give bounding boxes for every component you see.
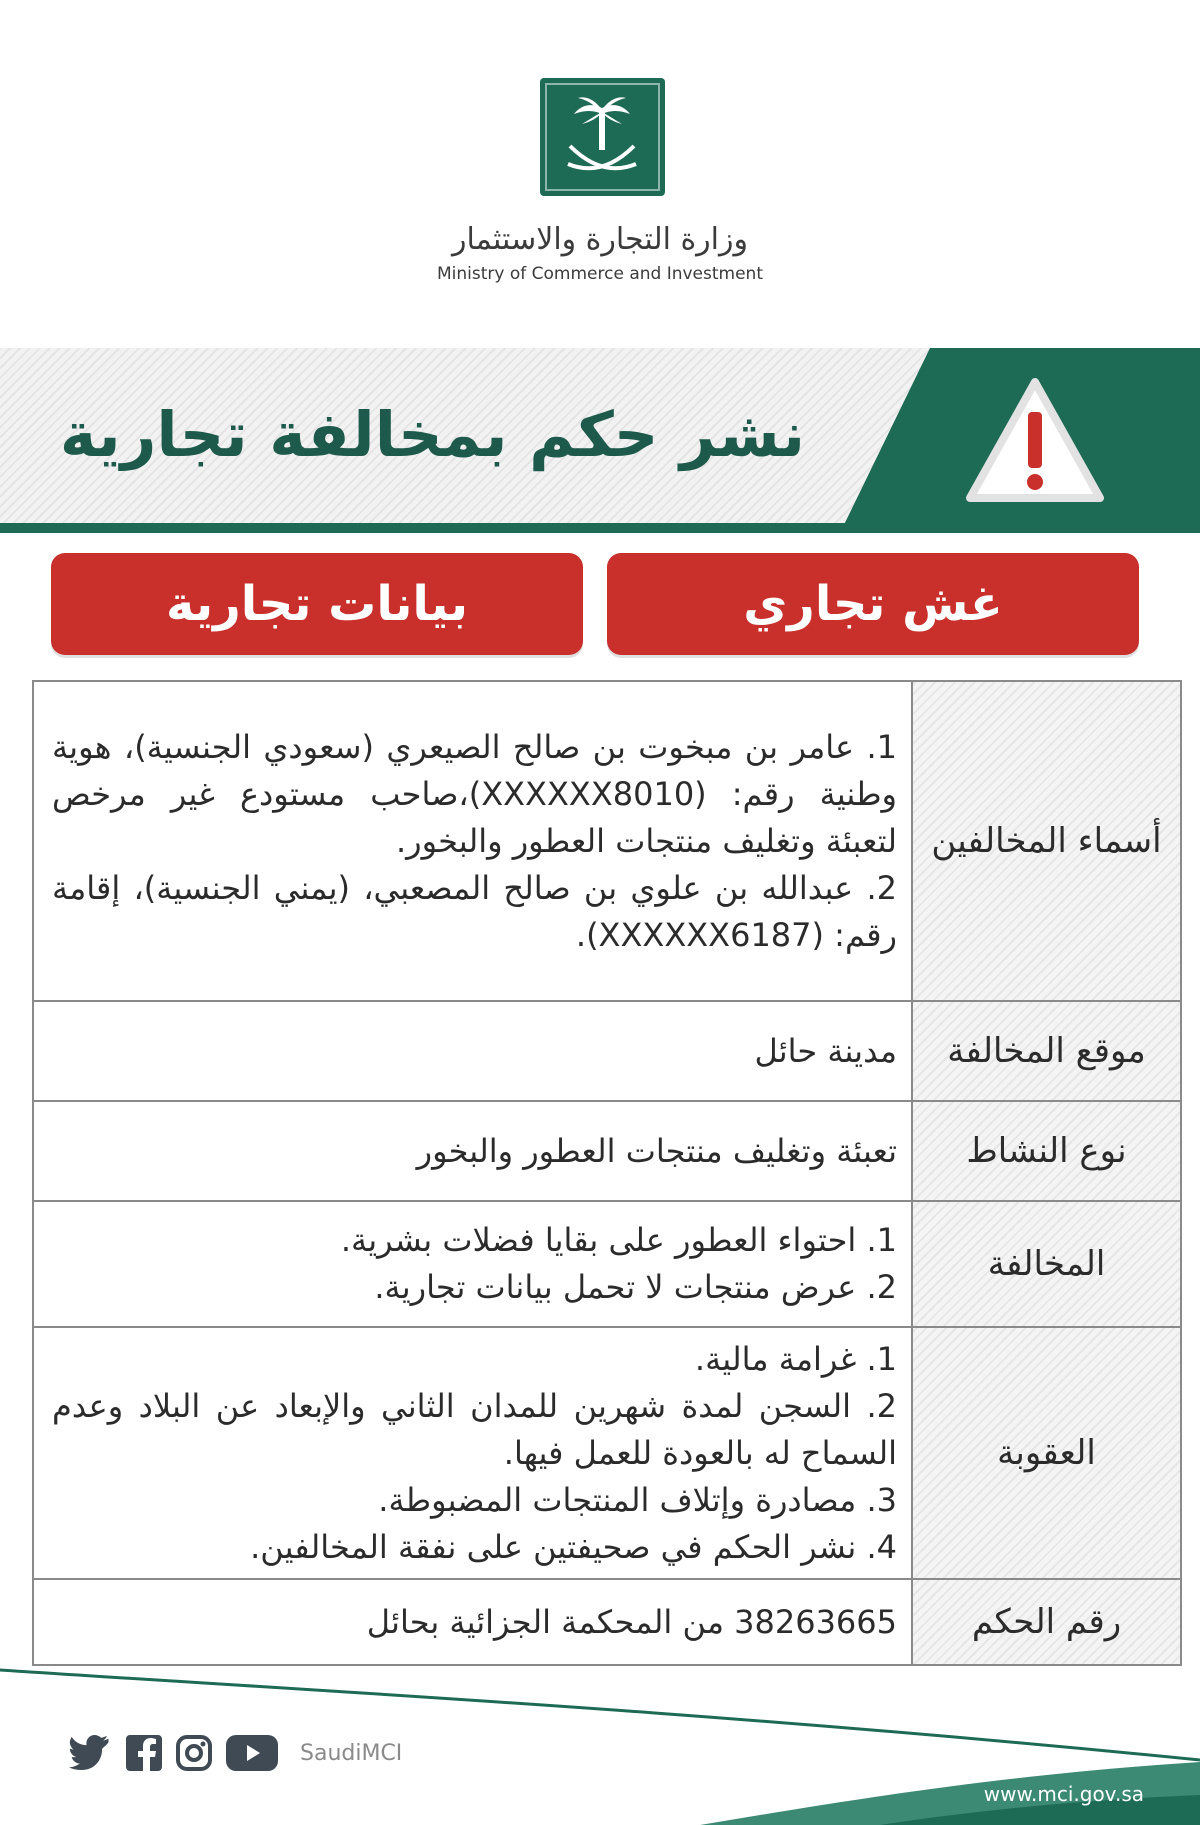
value-line: 2. عبدالله بن علوي بن صالح المصعبي، (يمني الجنسية)، إقامة رقم: (XXXXXX6187). bbox=[52, 868, 897, 954]
row-value bbox=[33, 1201, 912, 1327]
org-name-arabic: وزارة التجارة والاستثمار bbox=[452, 222, 748, 257]
twitter-icon[interactable] bbox=[68, 1735, 112, 1771]
row-value bbox=[33, 681, 912, 1001]
org-name-english: Ministry of Commerce and Investment bbox=[436, 264, 763, 284]
row-label: موقع المخالفة bbox=[912, 1001, 1181, 1101]
value-line: 1. عامر بن مبخوت بن صالح الصيعري (سعودي الجنسية)، هوية وطنية رقم: (XXXXXX8010)،صاحب مستودع غير مرخص لتعبئة وتغليف منتجات العطور والبخور. bbox=[52, 727, 898, 860]
value-line: 1. احتواء العطور على بقايا فضلات بشرية. bbox=[340, 1221, 897, 1259]
row-value bbox=[33, 1101, 912, 1201]
table-row bbox=[33, 1001, 1181, 1101]
instagram-icon[interactable] bbox=[176, 1735, 212, 1771]
ministry-logo bbox=[540, 78, 665, 196]
page-title: نشر حكم بمخالفة تجارية bbox=[59, 398, 805, 471]
row-label: المخالفة bbox=[912, 1201, 1181, 1327]
table-row bbox=[33, 1327, 1181, 1579]
value-line: 38263665 من المحكمة الجزائية بحائل bbox=[366, 1602, 897, 1641]
social-links bbox=[68, 1735, 402, 1771]
facebook-icon[interactable] bbox=[126, 1735, 162, 1771]
tag-commercial-data: بيانات تجارية bbox=[51, 553, 583, 655]
youtube-icon[interactable] bbox=[226, 1735, 278, 1771]
table-row bbox=[33, 1101, 1181, 1201]
row-value bbox=[33, 1001, 912, 1101]
violation-table bbox=[32, 680, 1182, 1666]
row-label: أسماء المخالفين bbox=[912, 681, 1181, 1001]
value-line: 2. عرض منتجات لا تحمل بيانات تجارية. bbox=[374, 1268, 897, 1306]
row-label: نوع النشاط bbox=[912, 1101, 1181, 1201]
value-line: 1. غرامة مالية. bbox=[694, 1339, 897, 1378]
row-label: العقوبة bbox=[912, 1327, 1181, 1579]
value-line: 4. نشر الحكم في صحيفتين على نفقة المخالفين. bbox=[250, 1527, 897, 1566]
row-value bbox=[33, 1327, 912, 1579]
value-line: مدينة حائل bbox=[754, 1031, 897, 1070]
tag-commercial-fraud: غش تجاري bbox=[607, 553, 1139, 655]
value-line: تعبئة وتغليف منتجات العطور والبخور bbox=[416, 1131, 897, 1170]
warning-icon bbox=[960, 372, 1110, 510]
value-line: 2. السجن لمدة شهرين للمدان الثاني والإبعاد عن البلاد وعدم السماح له بالعودة للعمل فيها. bbox=[52, 1386, 897, 1472]
title-band-underline bbox=[0, 523, 1200, 533]
table-row bbox=[33, 681, 1181, 1001]
value-line: 3. مصادرة وإتلاف المنتجات المضبوطة. bbox=[378, 1480, 897, 1519]
social-handle[interactable]: SaudiMCI bbox=[300, 1740, 403, 1766]
website-link[interactable]: www.mci.gov.sa bbox=[983, 1782, 1144, 1806]
row-label: رقم الحكم bbox=[912, 1579, 1181, 1665]
table-row bbox=[33, 1201, 1181, 1327]
